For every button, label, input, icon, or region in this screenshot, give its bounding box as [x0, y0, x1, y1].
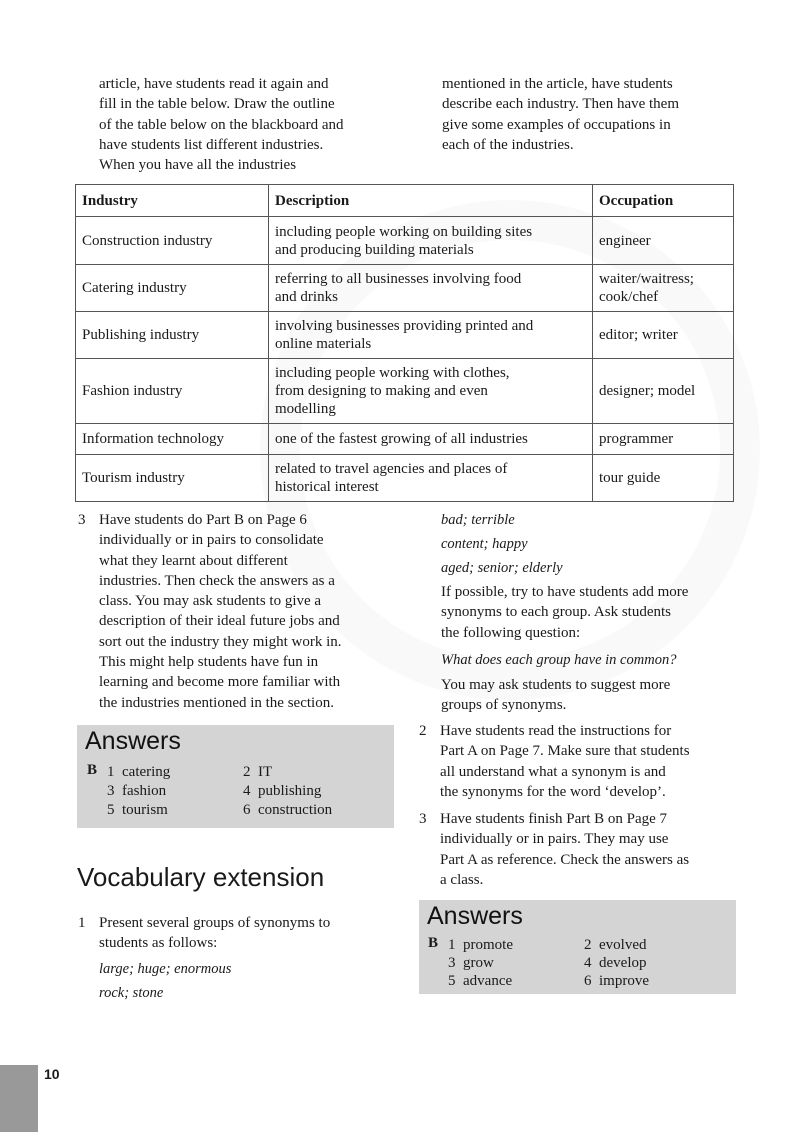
intro-right-line: describe each industry. Then have them [442, 96, 679, 113]
section-heading: Vocabulary extension [77, 862, 325, 892]
description-cell [269, 312, 593, 359]
occupation-line: tour guide [599, 470, 661, 486]
intro-right-line: give some examples of occupations in [442, 116, 671, 133]
answer-number: 4 [243, 783, 251, 799]
item-line: This might help students have fun in [99, 654, 319, 671]
table-row [76, 359, 734, 424]
answers-title: Answers [427, 902, 523, 930]
item-line: Have students read the instructions for [440, 723, 672, 739]
item-line: all understand what a synonym is and [440, 763, 666, 780]
answer-item [448, 953, 494, 973]
industry-cell: Catering industry [76, 265, 269, 312]
answer-item [448, 971, 512, 991]
answer-number: 6 [584, 973, 592, 989]
synonym-example: large; huge; enormous [99, 961, 232, 977]
intro-right-column [442, 74, 762, 155]
item-line: the industries mentioned in the section. [99, 694, 334, 711]
occupation-line: editor; writer [599, 327, 678, 343]
item-line: industries. Then check the answers as a [99, 572, 335, 589]
header-industry: Industry [76, 185, 269, 217]
occupation-line: programmer [599, 431, 674, 447]
industry-cell: Fashion industry [76, 359, 269, 424]
answer-text: fashion [122, 783, 167, 799]
item-line: Have students finish Part B on Page 7 [440, 811, 668, 827]
description-cell [269, 359, 593, 424]
description-line: related to travel agencies and places of [275, 461, 508, 477]
answer-number: 2 [243, 764, 251, 780]
item-line: individually or in pairs. They may use [440, 831, 669, 848]
intro-left-line: article, have students read it again and [99, 76, 329, 92]
answer-text: tourism [122, 802, 168, 818]
intro-left-line: fill in the table below. Draw the outline [99, 96, 335, 113]
answer-text: evolved [599, 937, 647, 953]
answer-number: 1 [107, 764, 115, 780]
answer-number: 1 [448, 937, 456, 953]
answer-item [107, 800, 168, 820]
header-occupation: Occupation [593, 185, 734, 217]
item-line: Present several groups of synonyms to [99, 915, 331, 931]
item-line: learning and become more familiar with [99, 674, 341, 691]
industry-cell: Construction industry [76, 217, 269, 265]
page-number: 10 [44, 1066, 60, 1082]
answers-title: Answers [85, 727, 181, 755]
answer-number: 5 [448, 973, 456, 989]
answer-text: grow [463, 955, 494, 971]
intro-right-line: mentioned in the article, have students [442, 76, 673, 92]
answer-text: develop [599, 955, 647, 971]
answer-number: 3 [448, 955, 456, 971]
description-line: online materials [275, 336, 372, 352]
occupation-cell [593, 312, 734, 359]
description-cell [269, 455, 593, 502]
answer-item [243, 762, 272, 782]
answer-item [243, 781, 321, 801]
occupation-line: designer; model [599, 383, 696, 399]
answers-box-1 [77, 725, 394, 828]
answers-box-2 [419, 900, 736, 994]
occupation-cell [593, 265, 734, 312]
answer-item [107, 781, 166, 801]
item-line: individually or in pairs to consolidate [99, 532, 324, 549]
item-line: class. You may ask students to give a [99, 593, 322, 610]
item-number: 2 [419, 723, 427, 739]
answer-item [584, 935, 646, 955]
item-line: what they learnt about different [99, 552, 288, 569]
right-item-3 [419, 809, 769, 890]
synonym-example: bad; terrible [441, 512, 515, 528]
table-row [76, 312, 734, 359]
item-line: the synonyms for the word ‘develop’. [440, 783, 666, 800]
right-paragraph-2 [441, 675, 771, 716]
item-number: 1 [78, 915, 86, 931]
item-line: Part A on Page 7. Make sure that students [440, 743, 690, 760]
description-line: historical interest [275, 479, 379, 495]
item-line: description of their ideal future jobs and [99, 613, 340, 630]
left-item-3 [78, 510, 408, 713]
answer-number: 6 [243, 802, 251, 818]
answer-number: 3 [107, 783, 115, 799]
answer-item [584, 971, 649, 991]
intro-left-line: of the table below on the blackboard and [99, 116, 344, 133]
answer-item [584, 953, 646, 973]
answer-item [243, 800, 332, 820]
question-text: What does each group have in common? [441, 652, 677, 668]
industry-cell: Information technology [76, 424, 269, 455]
table-row [76, 455, 734, 502]
occupation-cell [593, 455, 734, 502]
answer-number: 4 [584, 955, 592, 971]
answer-text: improve [599, 973, 649, 989]
right-paragraph-1 [441, 582, 771, 643]
paragraph-line: If possible, try to have students add more [441, 584, 689, 600]
answer-text: construction [258, 802, 333, 818]
item-line: students as follows: [99, 935, 218, 952]
industry-cell: Publishing industry [76, 312, 269, 359]
answers-part-label: B [87, 762, 98, 778]
item-line: Have students do Part B on Page 6 [99, 512, 307, 528]
description-cell [269, 217, 593, 265]
paragraph-line: groups of synonyms. [441, 697, 567, 714]
description-line: one of the fastest growing of all industries [275, 431, 528, 447]
answer-number: 2 [584, 937, 592, 953]
intro-right-line: each of the industries. [442, 136, 574, 153]
description-line: and producing building materials [275, 241, 474, 258]
paragraph-line: synonyms to each group. Ask students [441, 604, 671, 621]
answer-item [107, 762, 170, 782]
answer-text: promote [463, 937, 513, 953]
description-line: referring to all businesses involving food [275, 271, 522, 287]
item-number: 3 [78, 512, 86, 528]
description-line: modelling [275, 401, 336, 417]
description-line: involving businesses providing printed and [275, 318, 534, 334]
occupation-line: waiter/waitress; [599, 271, 694, 287]
intro-left-line: When you have all the industries [99, 157, 297, 174]
page-edge-tab [0, 1065, 38, 1132]
synonym-example: aged; senior; elderly [441, 560, 563, 576]
occupation-cell [593, 424, 734, 455]
intro-left-column [99, 74, 419, 175]
description-line: from designing to making and even [275, 383, 488, 399]
description-line: including people working with clothes, [275, 365, 510, 381]
table-header-row [76, 185, 734, 217]
table-row [76, 424, 734, 455]
item-line: sort out the industry they might work in. [99, 633, 342, 650]
answer-text: publishing [258, 783, 322, 799]
paragraph-line: the following question: [441, 624, 581, 641]
answer-text: IT [258, 764, 273, 780]
occupation-line: cook/chef [599, 289, 659, 305]
answer-item [448, 935, 513, 955]
answer-text: advance [463, 973, 513, 989]
header-description: Description [269, 185, 593, 217]
intro-left-line: have students list different industries. [99, 136, 324, 153]
table-row [76, 265, 734, 312]
answer-number: 5 [107, 802, 115, 818]
synonym-example: rock; stone [99, 985, 164, 1001]
answers-part-label: B [428, 935, 439, 951]
industry-cell: Tourism industry [76, 455, 269, 502]
description-cell [269, 424, 593, 455]
industry-table [75, 184, 734, 502]
occupation-cell [593, 217, 734, 265]
occupation-cell [593, 359, 734, 424]
item-line: Part A as reference. Check the answers as [440, 851, 690, 868]
description-cell [269, 265, 593, 312]
vocab-item-1 [78, 913, 408, 954]
description-line: including people working on building sites [275, 223, 533, 240]
answer-text: catering [122, 764, 171, 780]
right-item-2 [419, 721, 769, 802]
description-line: and drinks [275, 289, 338, 305]
table-row [76, 217, 734, 265]
paragraph-line: You may ask students to suggest more [441, 677, 671, 693]
item-number: 3 [419, 811, 427, 827]
occupation-line: engineer [599, 232, 651, 249]
item-line: a class. [440, 871, 484, 888]
synonym-example: content; happy [441, 536, 528, 552]
